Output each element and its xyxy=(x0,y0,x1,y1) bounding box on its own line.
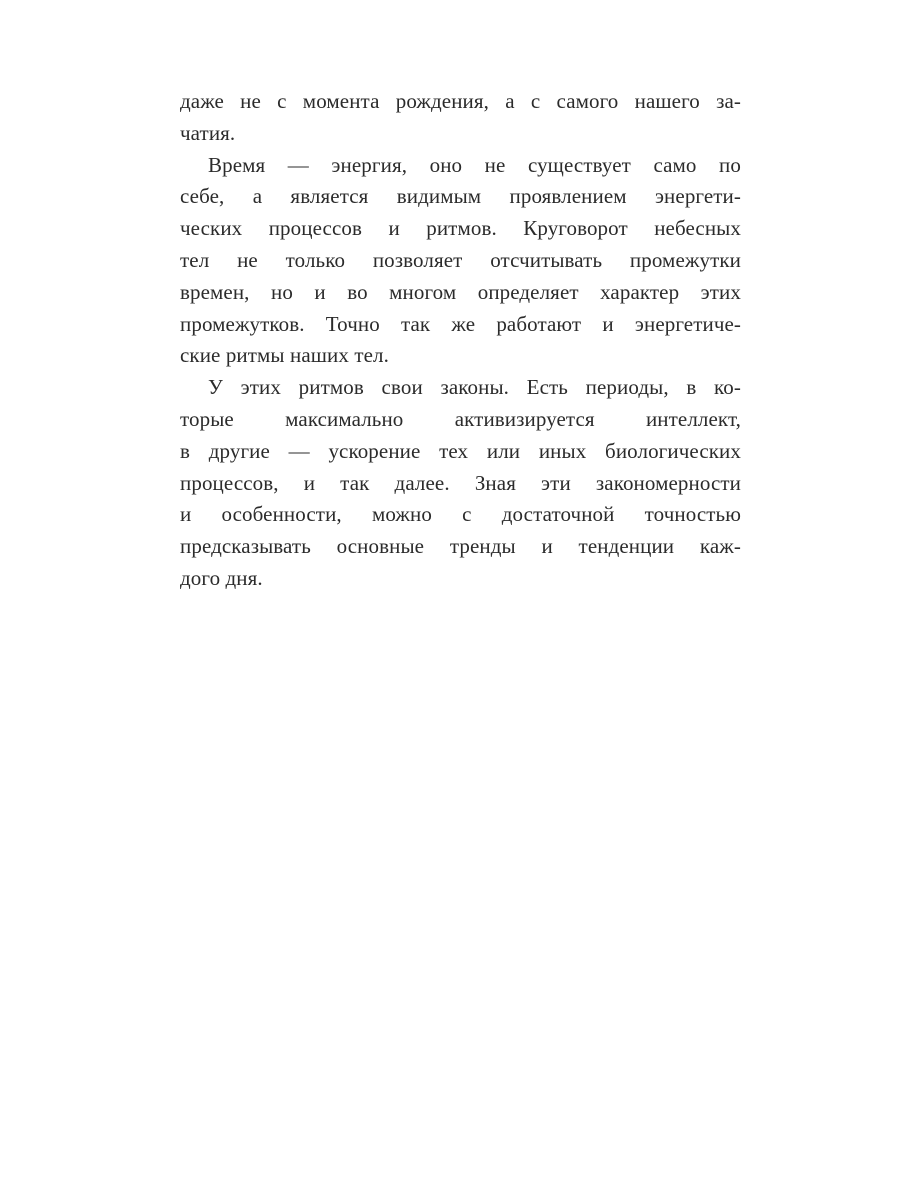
page-text xyxy=(180,86,741,595)
text-line: Время — энергия, оно не существует само по xyxy=(208,152,741,177)
paragraph xyxy=(180,372,741,595)
text-line: в другие — ускорение тех или иных биологических xyxy=(180,438,741,463)
text-line: торые максимально активизируется интеллект, xyxy=(180,406,741,431)
text-line: даже не с момента рождения, а с самого нашего за- xyxy=(180,89,741,113)
text-line: ские ритмы наших тел. xyxy=(180,343,389,368)
text-line: предсказывать основные тренды и тенденции каж- xyxy=(180,534,741,559)
text-line: ческих процессов и ритмов. Круговорот небесных xyxy=(180,216,741,241)
paragraph xyxy=(180,150,741,373)
text-line: времен, но и во многом определяет характер этих xyxy=(180,279,741,304)
text-line: и особенности, можно с достаточной точностью xyxy=(180,502,741,527)
text-line: промежутков. Точно так же работают и энергетиче- xyxy=(180,311,741,336)
text-line: тел не только позволяет отсчитывать промежутки xyxy=(180,247,741,272)
text-line: дого дня. xyxy=(180,565,263,590)
text-line: У этих ритмов свои законы. Есть периоды, в ко- xyxy=(208,375,741,400)
text-line: себе, а является видимым проявлением энергети- xyxy=(180,184,741,209)
text-line: процессов, и так далее. Зная эти закономерности xyxy=(180,470,741,495)
paragraph xyxy=(180,86,741,150)
text-line: чатия. xyxy=(180,120,236,145)
